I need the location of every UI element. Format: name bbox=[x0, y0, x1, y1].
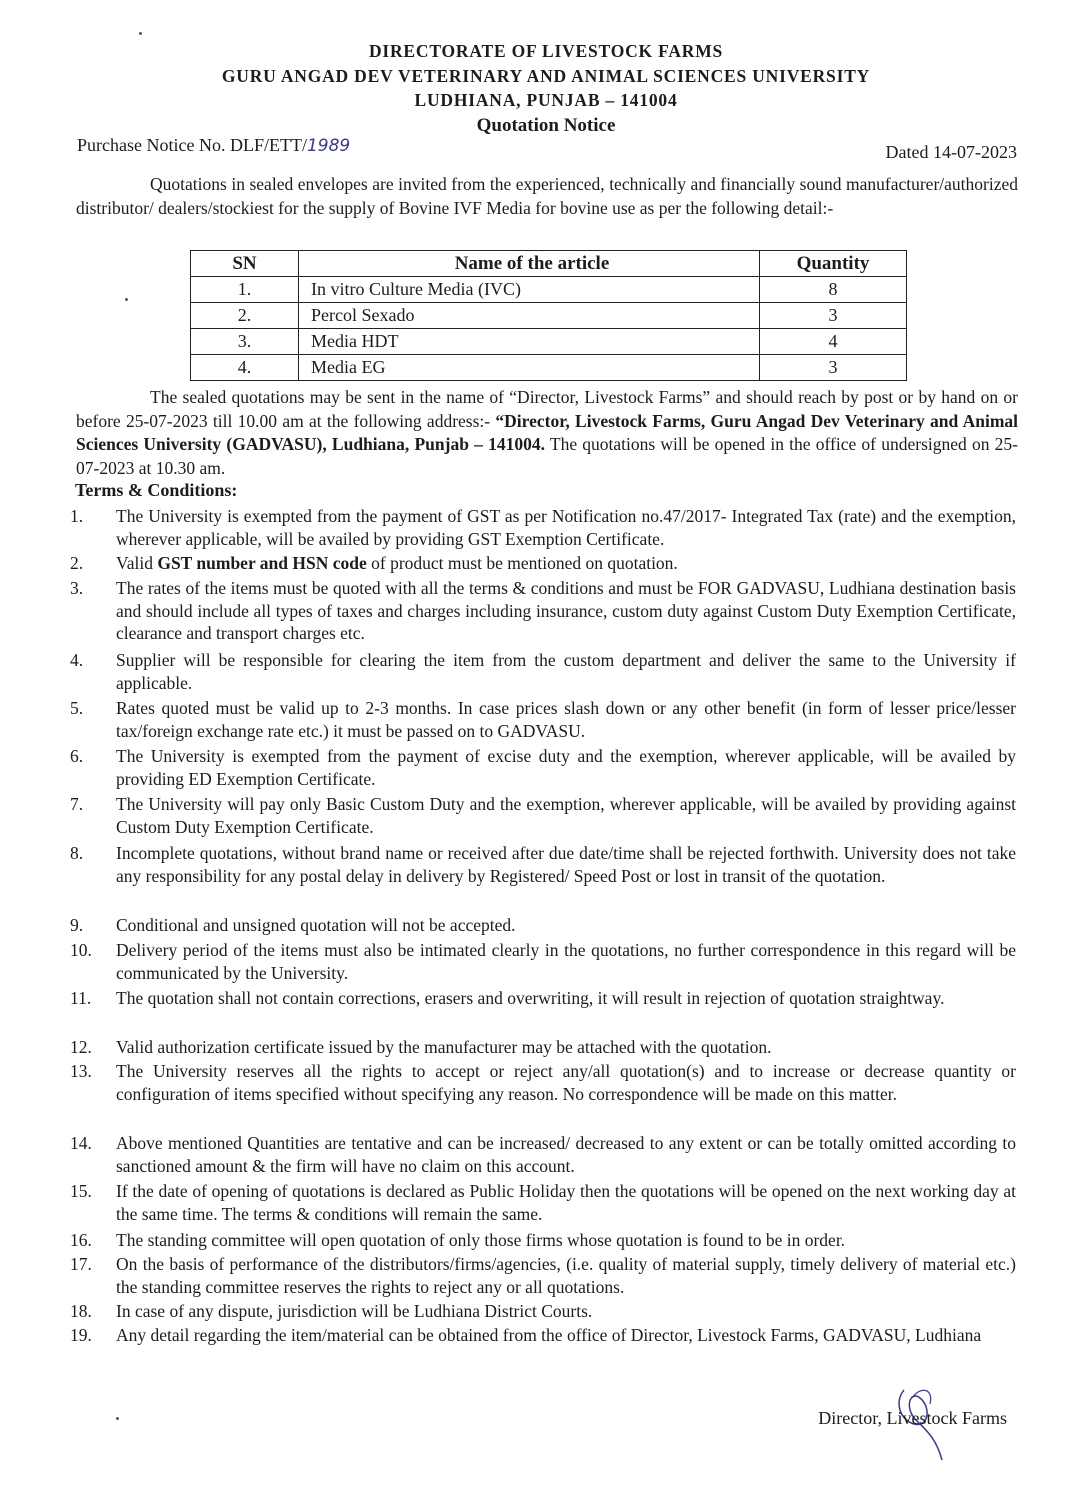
scan-speck bbox=[139, 32, 142, 35]
row-article-name: Media EG bbox=[299, 355, 760, 381]
notice-title: Quotation Notice bbox=[476, 115, 616, 136]
term-number: 2. bbox=[70, 553, 84, 573]
intro-paragraph: Quotations in sealed envelopes are invited from the experienced, technically and financially sound manufacturer/authorized distributor/ dealers/stockiest for the supply of Bovine IVF Media for bovine use as per the following detail:- bbox=[76, 174, 1018, 218]
term-text: Supplier will be responsible for clearing the item from the custom department and deliver the same to the University if applicable. bbox=[116, 650, 1016, 693]
terms-title: Terms & Conditions: bbox=[75, 480, 238, 500]
table-row bbox=[191, 329, 907, 355]
term-number: 5. bbox=[70, 698, 84, 718]
row-quantity: 3 bbox=[760, 303, 907, 329]
term-number: 10. bbox=[70, 940, 92, 960]
term-text: Conditional and unsigned quotation will not be accepted. bbox=[116, 915, 516, 935]
table-row bbox=[191, 303, 907, 329]
term-text: The standing committee will open quotation of only those firms whose quotation is found to be in order. bbox=[116, 1230, 846, 1250]
purchase-notice-number bbox=[77, 135, 350, 156]
term-item bbox=[70, 1180, 1016, 1225]
term-text-bold: GST number and HSN code bbox=[157, 553, 367, 573]
term-text: Incomplete quotations, without brand name or received after due date/time shall be rejected forthwith. University does not take any responsibility for any postal delay in delivery by Registered/ Speed Post or lost in transit of the quotation. bbox=[116, 843, 1016, 886]
term-number: 19. bbox=[70, 1325, 92, 1345]
opening-text: The quotations will be opened in the office of undersigned on 25-07-2023 at 10.30 am. bbox=[76, 434, 1019, 478]
term-text: The quotation shall not contain corrections, erasers and overwriting, it will result in rejection of quotation straightway. bbox=[116, 988, 945, 1008]
term-item bbox=[70, 552, 1016, 575]
handwritten-notice-number: 1989 bbox=[306, 136, 351, 156]
purchase-notice-label: Purchase Notice No. DLF/ETT/ bbox=[77, 135, 307, 155]
term-text: The University is exempted from the payment of excise duty and the exemption, wherever applicable, will be availed by providing ED Exemption Certificate. bbox=[116, 746, 1016, 789]
term-number: 4. bbox=[70, 650, 84, 670]
term-number: 12. bbox=[70, 1037, 92, 1057]
term-item bbox=[70, 649, 1016, 694]
header-address: LUDHIANA, PUNJAB – 141004 bbox=[414, 90, 678, 110]
term-text: Rates quoted must be valid up to 2-3 months. In case prices slash down or any other benefit (in form of lesser price/lesser tax/foreign exchange rate etc.) it must be passed on to GADVASU. bbox=[116, 698, 1016, 741]
term-number: 11. bbox=[70, 988, 92, 1008]
term-text: Valid authorization certificate issued by the manufacturer may be attached with the quotation. bbox=[116, 1037, 772, 1057]
term-text-pre: Valid bbox=[116, 553, 158, 573]
term-text: Any detail regarding the item/material can be obtained from the office of Director, Livestock Farms, GADVASU, Ludhiana bbox=[116, 1325, 982, 1345]
term-number: 17. bbox=[70, 1254, 92, 1274]
term-number: 8. bbox=[70, 843, 84, 863]
term-item bbox=[70, 939, 1016, 984]
header-university: GURU ANGAD DEV VETERINARY AND ANIMAL SCIENCES UNIVERSITY bbox=[221, 66, 871, 86]
items-table bbox=[190, 250, 907, 381]
row-sn: 3. bbox=[191, 329, 299, 355]
header-quantity: Quantity bbox=[760, 251, 907, 277]
term-item bbox=[70, 1060, 1016, 1105]
term-number: 14. bbox=[70, 1133, 92, 1153]
header-directorate: DIRECTORATE OF LIVESTOCK FARMS bbox=[368, 41, 724, 61]
term-text: The University reserves all the rights to accept or reject any/all quotation(s) and to increase or decrease quantity or configuration of items specified without specifying any reason. No correspondence will be made on this matter. bbox=[116, 1061, 1016, 1104]
term-number: 9. bbox=[70, 915, 84, 935]
term-item bbox=[70, 1253, 1016, 1298]
row-sn: 4. bbox=[191, 355, 299, 381]
row-article-name: Media HDT bbox=[299, 329, 760, 355]
term-item bbox=[70, 914, 1016, 937]
term-text: Above mentioned Quantities are tentative and can be increased/ decreased to any extent or can be totally omitted according to sanctioned amount & the firm will have no claim on this account. bbox=[116, 1133, 1016, 1176]
notice-date: Dated 14-07-2023 bbox=[885, 142, 1017, 162]
table-row bbox=[191, 355, 907, 381]
term-item bbox=[70, 987, 1016, 1010]
scan-speck bbox=[116, 1417, 119, 1420]
row-article-name: In vitro Culture Media (IVC) bbox=[299, 277, 760, 303]
term-text: In case of any dispute, jurisdiction will be Ludhiana District Courts. bbox=[116, 1301, 593, 1321]
term-item bbox=[70, 577, 1016, 645]
table-header-row bbox=[191, 251, 907, 277]
term-item bbox=[70, 1132, 1016, 1177]
signature-label: Director, Livestock Farms bbox=[818, 1408, 1007, 1428]
term-item bbox=[70, 793, 1016, 838]
header-sn: SN bbox=[191, 251, 299, 277]
term-text: The University is exempted from the payment of GST as per Notification no.47/2017- Integrated Tax (rate) and the exemption, wherever applicable, will be availed by providing GST Exemption Certificate. bbox=[116, 506, 1016, 549]
term-item bbox=[70, 1229, 1016, 1252]
term-number: 15. bbox=[70, 1181, 92, 1201]
term-number: 18. bbox=[70, 1301, 92, 1321]
table-row bbox=[191, 277, 907, 303]
row-article-name: Percol Sexado bbox=[299, 303, 760, 329]
submission-address: “Director, Livestock Farms, Guru Angad Dev Veterinary and Animal Sciences University (GADVASU), Ludhiana, Punjab – 141004. bbox=[76, 410, 1019, 454]
term-number: 7. bbox=[70, 794, 84, 814]
term-text: The rates of the items must be quoted with all the terms & conditions and must be FOR GADVASU, Ludhiana destination basis and should include all types of taxes and charges including insurance, custom duty against Custom Duty Exemption Certificate, clearance and transport charges etc. bbox=[116, 578, 1016, 643]
term-text: If the date of opening of quotations is declared as Public Holiday then the quotations will be opened on the next working day at the same time. The terms & conditions will remain the same. bbox=[116, 1181, 1016, 1224]
term-number: 3. bbox=[70, 578, 84, 598]
term-item bbox=[70, 745, 1016, 790]
header-article-name: Name of the article bbox=[299, 251, 760, 277]
term-number: 6. bbox=[70, 746, 84, 766]
term-item bbox=[70, 505, 1016, 550]
row-sn: 1. bbox=[191, 277, 299, 303]
term-text-post: of product must be mentioned on quotation. bbox=[366, 553, 678, 573]
row-quantity: 8 bbox=[760, 277, 907, 303]
term-item bbox=[70, 842, 1016, 887]
row-sn: 2. bbox=[191, 303, 299, 329]
term-number: 1. bbox=[70, 506, 84, 526]
scan-speck bbox=[125, 298, 128, 301]
term-text bbox=[116, 552, 1016, 575]
term-number: 13. bbox=[70, 1061, 92, 1081]
term-item bbox=[70, 697, 1016, 742]
term-number: 16. bbox=[70, 1230, 92, 1250]
term-item bbox=[70, 1300, 1016, 1323]
row-quantity: 4 bbox=[760, 329, 907, 355]
submission-text: The sealed quotations may be sent in the name of “Director, Livestock Farms” and should reach by post or by hand on or before 25-07-2023 till 10.00 am at the following address:- bbox=[76, 387, 1018, 431]
term-text: The University will pay only Basic Custom Duty and the exemption, wherever applicable, will be availed by providing against Custom Duty Exemption Certificate. bbox=[116, 794, 1016, 837]
term-item bbox=[70, 1324, 1016, 1347]
term-text: On the basis of performance of the distributors/firms/agencies, (i.e. quality of material supply, timely delivery of material etc.) the standing committee reserves the rights to reject any or all quotations. bbox=[116, 1254, 1016, 1297]
term-item bbox=[70, 1036, 1016, 1059]
submission-paragraph bbox=[76, 386, 1018, 480]
term-text: Delivery period of the items must also be intimated clearly in the quotations, no further correspondence in this regard will be communicated by the University. bbox=[116, 940, 1016, 983]
row-quantity: 3 bbox=[760, 355, 907, 381]
